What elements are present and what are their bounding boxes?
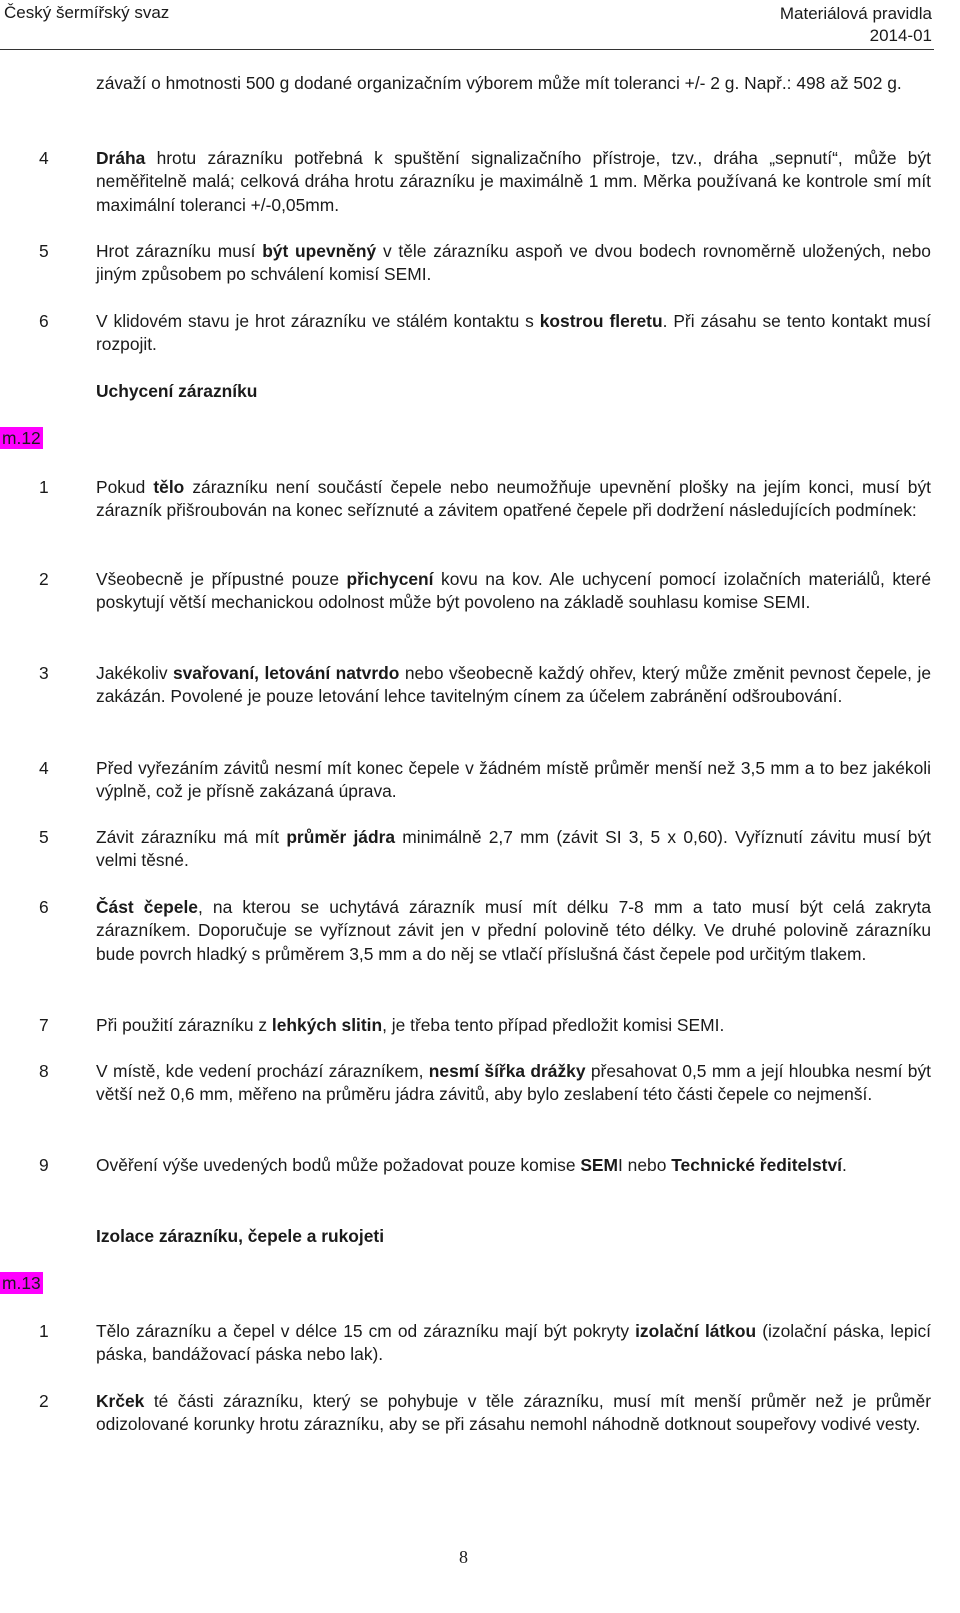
- item-number: 2: [39, 1391, 49, 1411]
- bold-term: Krček: [96, 1391, 145, 1411]
- item-number: 3: [39, 663, 49, 683]
- paragraph: [96, 568, 931, 615]
- header-doc-code: 2014-01: [869, 26, 932, 45]
- text-run: V klidovém stavu je hrot zárazníku ve stálém kontaktu s: [96, 311, 540, 331]
- paragraph: [96, 1320, 931, 1367]
- paragraph: [96, 662, 931, 709]
- intro-paragraph: závaží o hmotnosti 500 g dodané organizačním výborem může mít toleranci +/- 2 g. Např.: 498 až 502 g.: [96, 73, 902, 93]
- bold-term: Dráha: [96, 148, 146, 168]
- bold-term: izolační látkou: [635, 1321, 757, 1341]
- text-run: (izolační páska, lepicí páska, bandážovací páska nebo lak).: [96, 1321, 931, 1365]
- item-number: 8: [39, 1061, 49, 1081]
- page-header: [0, 0, 960, 50]
- header-rule: [0, 49, 934, 50]
- text-run: kovu na kov. Ale uchycení pomocí izolačních materiálů, které poskytují větší mechanickou odolnost může být povoleno na základě souhlasu komise SEMI.: [96, 569, 931, 613]
- text-run: zárazníku není součástí čepele nebo neumožňuje upevnění plošky na jejím konci, musí být zárazník přišroubován na konec seříznuté a závitem opatřené čepele při dodržení následujících podmínek:: [96, 477, 931, 521]
- item-number: 4: [39, 148, 49, 168]
- page-number: 8: [459, 1547, 468, 1567]
- paragraph: [96, 476, 931, 523]
- paragraph: [96, 1390, 931, 1437]
- header-doc-title: Materiálová pravidla: [779, 4, 932, 23]
- paragraph: [96, 240, 931, 287]
- bold-term: přichycení: [346, 569, 434, 589]
- text-run: .: [841, 1155, 847, 1175]
- bold-term: nesmí šířka drážky: [428, 1061, 586, 1081]
- bold-term: průměr jádra: [286, 827, 396, 847]
- item-number: 6: [39, 311, 49, 331]
- item-number: 4: [39, 758, 49, 778]
- article-marker: m.13: [2, 1273, 41, 1293]
- paragraph: [96, 147, 931, 217]
- text-run: Tělo zárazníku a čepel v délce 15 cm od zárazníku mají být pokryty: [96, 1321, 636, 1341]
- text-run: minimálně 2,7 mm (závit SI 3, 5 x 0,60). Vyříznutí závitu musí být velmi těsné.: [96, 827, 931, 871]
- paragraph: [96, 826, 931, 873]
- item-number: 5: [39, 241, 49, 261]
- text-run: I nebo: [618, 1155, 672, 1175]
- text-run: Před vyřezáním závitů nesmí mít konec čepele v žádném místě průměr menší než 3,5 mm a to bez jakékoli výplně, což je přísně zakázaná úprava.: [96, 758, 931, 802]
- header-org-name: Český šermířský svaz: [4, 3, 170, 22]
- text-run: Jakékoliv: [96, 663, 173, 683]
- item-number: 1: [39, 1321, 49, 1341]
- text-run: hrotu zárazníku potřebná k spuštění signalizačního přístroje, tzv., dráha „sepnutí“, může být neměřitelně malá; celková dráha hrotu zárazníku je maximálně 1 mm. Měrka používaná ke kontrole smí mít maximální toleranci +/-0,05mm.: [96, 148, 931, 215]
- text-run: . Při zásahu se tento kontakt musí rozpojit.: [96, 311, 931, 355]
- paragraph: [96, 1014, 931, 1037]
- bold-term: svařovaní, letování natvrdo: [172, 663, 400, 683]
- text-run: nebo všeobecně každý ohřev, který může změnit pevnost čepele, je zakázán. Povolené je pouze letování lehce tavitelným cínem za účelem zabránění odšroubování.: [96, 663, 931, 707]
- section-heading: Izolace zárazníku, čepele a rukojeti: [96, 1226, 385, 1246]
- bold-term: SEM: [580, 1155, 619, 1175]
- text-run: té části zárazníku, který se pohybuje v těle zárazníku, musí mít menší průměr než je průměr odizolované korunky hrotu zárazníku, aby se při zásahu nemohl náhodně dotknout soupeřovy vodivé vesty.: [96, 1391, 931, 1435]
- bold-term: být upevněný: [262, 241, 377, 261]
- item-number: 9: [39, 1155, 49, 1175]
- bold-term: tělo: [153, 477, 185, 497]
- bold-term: Část čepele: [96, 897, 198, 917]
- text-run: , na kterou se uchytává zárazník musí mít délku 7-8 mm a tato musí být celá zakryta zárazníkem. Doporučuje se vyříznout závit jen v přední polovině této délky. Ve druhé polovině zárazníku bude povrch hladký s průměrem 3,5 mm a do něj se vtlačí příslušná část čepele pod určitým tlakem.: [96, 897, 931, 964]
- item-number: 7: [39, 1015, 49, 1035]
- paragraph: [96, 1060, 931, 1107]
- item-number: 2: [39, 569, 49, 589]
- article-marker: m.12: [2, 428, 41, 448]
- paragraph: [96, 896, 931, 966]
- bold-term: kostrou fleretu: [539, 311, 663, 331]
- bold-term: Technické ředitelství: [671, 1155, 842, 1175]
- section-heading: Uchycení zárazníku: [96, 381, 258, 401]
- paragraph: [96, 310, 931, 357]
- header-doc-info: [780, 3, 932, 47]
- item-number: 1: [39, 477, 49, 497]
- paragraph: [96, 757, 931, 804]
- text-run: přesahovat 0,5 mm a její hloubka nesmí být větší než 0,6 mm, měřeno na průměru jádra závitů, aby bylo zeslabení této části čepele co nejmenší.: [96, 1061, 931, 1105]
- text-run: Při použití zárazníku z: [96, 1015, 272, 1035]
- paragraph: [96, 1154, 931, 1177]
- text-run: Ověření výše uvedených bodů může požadovat pouze komise: [96, 1155, 581, 1175]
- text-run: Hrot zárazníku musí: [96, 241, 263, 261]
- text-run: V místě, kde vedení prochází zárazníkem,: [96, 1061, 429, 1081]
- text-run: v těle zárazníku aspoň ve dvou bodech rovnoměrně uložených, nebo jiným způsobem po schválení komisí SEMI.: [96, 241, 931, 285]
- text-run: , je třeba tento případ předložit komisi SEMI.: [382, 1015, 725, 1035]
- item-number: 5: [39, 827, 49, 847]
- text-run: Všeobecně je přípustné pouze: [96, 569, 347, 589]
- item-number: 6: [39, 897, 49, 917]
- bold-term: lehkých slitin: [271, 1015, 383, 1035]
- text-run: Pokud: [96, 477, 154, 497]
- text-run: Závit zárazníku má mít: [96, 827, 287, 847]
